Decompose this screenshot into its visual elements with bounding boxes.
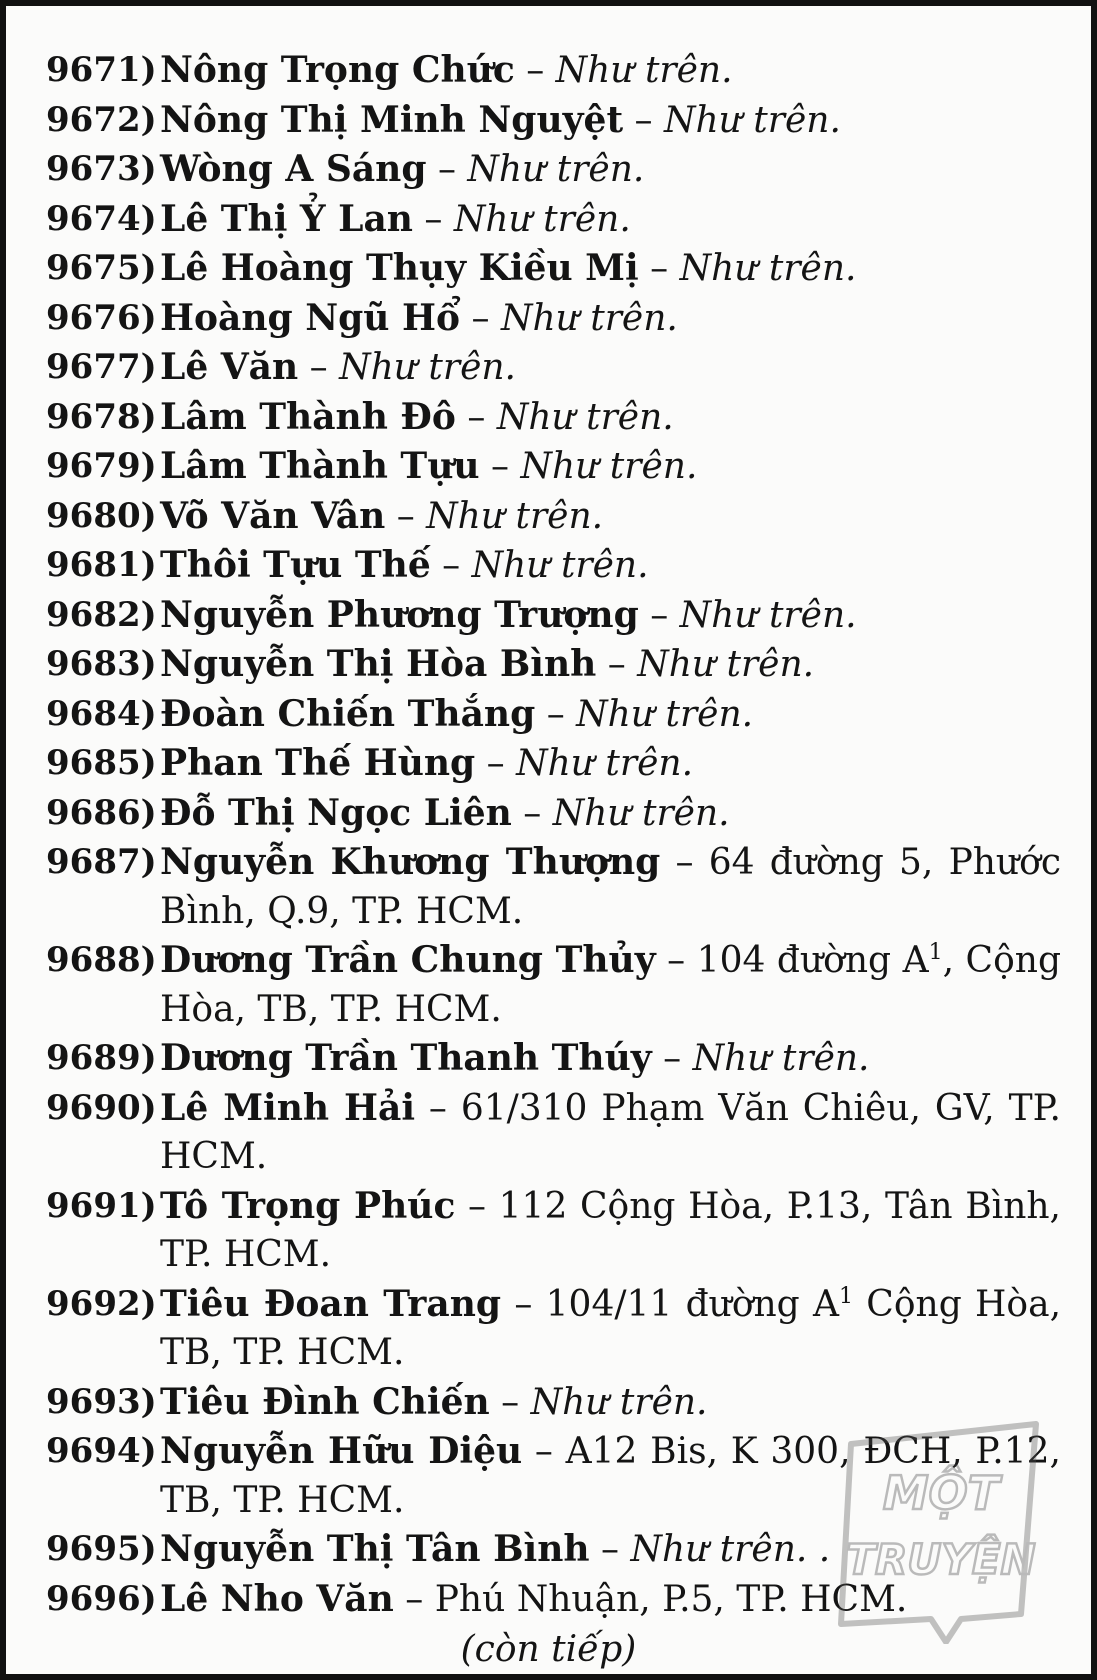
same-as-above-note: Như trên. — [426, 495, 604, 537]
list-item — [46, 195, 1061, 245]
person-name: Võ Văn Vân — [160, 494, 386, 537]
list-item — [46, 46, 1061, 96]
continued-note: (còn tiếp) — [460, 1629, 637, 1670]
person-name: Tiêu Đoan Trang — [160, 1282, 502, 1325]
entry-number: 9687) — [46, 842, 157, 882]
separator-dash: – — [298, 347, 340, 388]
address-text-continued: , Cộng Hòa, TB, TP. HCM. — [160, 940, 1062, 1030]
watermark-text-bottom: TRUYỆN — [846, 1535, 1036, 1584]
person-name: Dương Trần Thanh Thúy — [160, 1037, 652, 1079]
separator-dash: – — [511, 792, 553, 834]
person-name: Nguyễn Thị Tân Bình — [160, 1528, 590, 1570]
person-name: Đỗ Thị Ngọc Liên — [160, 791, 512, 834]
address-text-continued: Cộng Hòa, TB, TP. HCM. — [160, 1283, 1062, 1373]
separator-dash: – — [501, 1283, 546, 1325]
entry-text — [160, 541, 1061, 591]
person-name: Tiêu Đình Chiến — [160, 1380, 490, 1423]
person-name: Lâm Thành Tựu — [160, 445, 480, 487]
person-name: Đoàn Chiến Thắng — [160, 692, 536, 735]
entry-number: 9679) — [46, 446, 157, 486]
entry-number: 9671) — [46, 50, 157, 90]
entry-text — [160, 96, 1061, 146]
same-as-above-note: Như trên. — [496, 396, 674, 438]
entry-number: 9691) — [46, 1185, 157, 1226]
entry-number: 9683) — [46, 644, 157, 684]
entry-number: 9689) — [46, 1038, 157, 1078]
list-item — [46, 690, 1061, 740]
separator-dash: – — [479, 446, 521, 487]
separator-dash: – — [460, 297, 501, 339]
entry-text — [160, 936, 1061, 1034]
same-as-above-note: Như trên. — [552, 792, 730, 834]
person-name: Nguyễn Khương Thượng — [160, 841, 661, 883]
entry-number: 9695) — [46, 1529, 157, 1569]
separator-dash: – — [430, 545, 472, 586]
separator-dash: – — [651, 1038, 693, 1079]
address-text: 64 đường 5, Phước Bình, Q.9, TP. HCM. — [160, 842, 1061, 932]
entry-text — [160, 1034, 1061, 1084]
list-item — [46, 1182, 1061, 1280]
entry-number: 9682) — [46, 594, 157, 635]
person-name: Hoàng Ngũ Hổ — [160, 296, 461, 339]
entry-number: 9675) — [46, 248, 157, 288]
person-name: Lê Hoàng Thụy Kiều Mị — [160, 247, 639, 289]
list-item — [46, 739, 1061, 789]
separator-dash: – — [455, 396, 497, 438]
entry-text — [160, 1182, 1061, 1280]
superscript-marker: 1 — [928, 940, 943, 965]
separator-dash: – — [655, 940, 697, 981]
person-name: Lê Minh Hải — [160, 1086, 416, 1129]
person-name: Wòng A Sáng — [160, 148, 427, 190]
list-item — [46, 442, 1061, 492]
watermark-logo — [831, 1414, 1051, 1644]
entry-text — [160, 1280, 1061, 1378]
entry-number: 9690) — [46, 1087, 157, 1128]
list-item — [46, 541, 1061, 591]
person-name: Tô Trọng Phúc — [160, 1184, 456, 1227]
entry-number: 9688) — [46, 940, 157, 980]
person-name: Lê Văn — [160, 346, 299, 388]
list-item — [46, 492, 1061, 542]
entry-number: 9692) — [46, 1283, 157, 1324]
same-as-above-note: Như trên. — [500, 297, 678, 339]
entry-number: 9684) — [46, 693, 157, 734]
same-as-above-note: Như trên. — [679, 248, 857, 289]
separator-dash: – — [412, 198, 454, 240]
list-item — [46, 393, 1061, 443]
address-text: A12 Bis, K 300, ĐCH, P.12, TB, TP. HCM. — [160, 1431, 1061, 1521]
person-name: Nông Thị Minh Nguyệt — [160, 98, 624, 141]
list-item — [46, 145, 1061, 195]
entry-number: 9672) — [46, 99, 157, 140]
entry-text — [160, 1084, 1061, 1182]
separator-dash: – — [535, 693, 577, 735]
list-item — [46, 96, 1061, 146]
entry-text — [160, 46, 1061, 96]
address-text: 104/11 đường A — [545, 1283, 840, 1325]
entry-number: 9676) — [46, 297, 157, 338]
person-name: Nguyễn Thị Hòa Bình — [160, 643, 597, 685]
address-text: 104 đường A — [696, 940, 929, 981]
entry-text — [160, 393, 1061, 443]
entry-text — [160, 492, 1061, 542]
entry-list — [46, 46, 1061, 1624]
list-item — [46, 640, 1061, 690]
separator-dash: – — [514, 50, 556, 91]
separator-dash: – — [522, 1431, 566, 1472]
same-as-above-note: Như trên. — [555, 50, 733, 91]
person-name: Nông Trọng Chức — [160, 49, 515, 91]
entry-text — [160, 789, 1061, 839]
entry-text — [160, 145, 1061, 195]
same-as-above-note: Như trên. — [467, 149, 645, 190]
person-name: Nguyễn Phương Trượng — [160, 593, 639, 636]
entry-text — [160, 591, 1061, 641]
separator-dash: – — [475, 743, 517, 784]
address-text: 61/310 Phạm Văn Chiêu, GV, TP. HCM. — [160, 1087, 1061, 1177]
person-name: Dương Trần Chung Thủy — [160, 939, 656, 981]
entry-text — [160, 640, 1061, 690]
same-as-above-note: Như trên. — [339, 347, 517, 388]
entry-number: 9693) — [46, 1381, 157, 1422]
entry-text — [160, 343, 1061, 393]
list-item — [46, 936, 1061, 1034]
same-as-above-note: Như trên. — [637, 644, 815, 685]
list-item — [46, 591, 1061, 641]
same-as-above-note: Như trên. — [516, 743, 694, 784]
separator-dash: – — [623, 99, 664, 141]
person-name: Nguyễn Hữu Diệu — [160, 1430, 523, 1472]
person-name: Lê Thị Ỷ Lan — [160, 197, 413, 240]
separator-dash: – — [455, 1185, 499, 1227]
entry-text — [160, 195, 1061, 245]
entry-number: 9686) — [46, 792, 157, 833]
entry-number: 9696) — [46, 1578, 157, 1619]
entry-number: 9674) — [46, 198, 157, 239]
same-as-above-note: Như trên. — [471, 545, 649, 586]
separator-dash: – — [596, 644, 638, 685]
same-as-above-note: Như trên. — [692, 1038, 870, 1079]
same-as-above-note: Như trên. . — [630, 1529, 831, 1570]
address-text: 112 Cộng Hòa, P.13, Tân Bình, TP. HCM. — [160, 1185, 1062, 1275]
entry-text — [160, 244, 1061, 294]
same-as-above-note: Như trên. — [520, 446, 698, 487]
same-as-above-note: Như trên. — [663, 99, 841, 141]
separator-dash: – — [638, 594, 680, 636]
list-item — [46, 1084, 1061, 1182]
separator-dash: – — [393, 1578, 435, 1620]
entry-text — [160, 442, 1061, 492]
entry-number: 9677) — [46, 347, 157, 387]
entry-text — [160, 739, 1061, 789]
person-name: Lê Nho Văn — [160, 1577, 394, 1620]
entry-text — [160, 838, 1061, 936]
list-item — [46, 343, 1061, 393]
separator-dash: – — [589, 1529, 631, 1570]
same-as-above-note: Như trên. — [453, 198, 631, 240]
separator-dash: – — [660, 842, 709, 883]
list-item — [46, 1280, 1061, 1378]
same-as-above-note: Như trên. — [679, 594, 857, 636]
watermark-text-top: MỘT — [882, 1466, 1000, 1520]
entry-text — [160, 294, 1061, 344]
list-item — [46, 838, 1061, 936]
entry-number: 9681) — [46, 545, 157, 585]
separator-dash: – — [426, 149, 468, 190]
separator-dash: – — [415, 1087, 461, 1129]
entry-number: 9685) — [46, 743, 157, 783]
entry-text — [160, 690, 1061, 740]
entry-number: 9680) — [46, 495, 157, 536]
entry-number: 9678) — [46, 396, 157, 437]
separator-dash: – — [489, 1381, 531, 1423]
list-item — [46, 244, 1061, 294]
address-text: Phú Nhuận, P.5, TP. HCM. — [434, 1578, 908, 1620]
person-name: Thôi Tựu Thế — [160, 544, 431, 586]
person-name: Phan Thế Hùng — [160, 742, 476, 784]
superscript-marker: 1 — [839, 1283, 854, 1309]
list-item — [46, 1034, 1061, 1084]
list-item — [46, 789, 1061, 839]
same-as-above-note: Như trên. — [530, 1381, 708, 1423]
same-as-above-note: Như trên. — [576, 693, 754, 735]
person-name: Lâm Thành Đô — [160, 395, 456, 438]
list-item — [46, 294, 1061, 344]
entry-number: 9673) — [46, 149, 157, 189]
entry-number: 9694) — [46, 1431, 157, 1471]
separator-dash: – — [385, 495, 427, 537]
separator-dash: – — [638, 248, 680, 289]
